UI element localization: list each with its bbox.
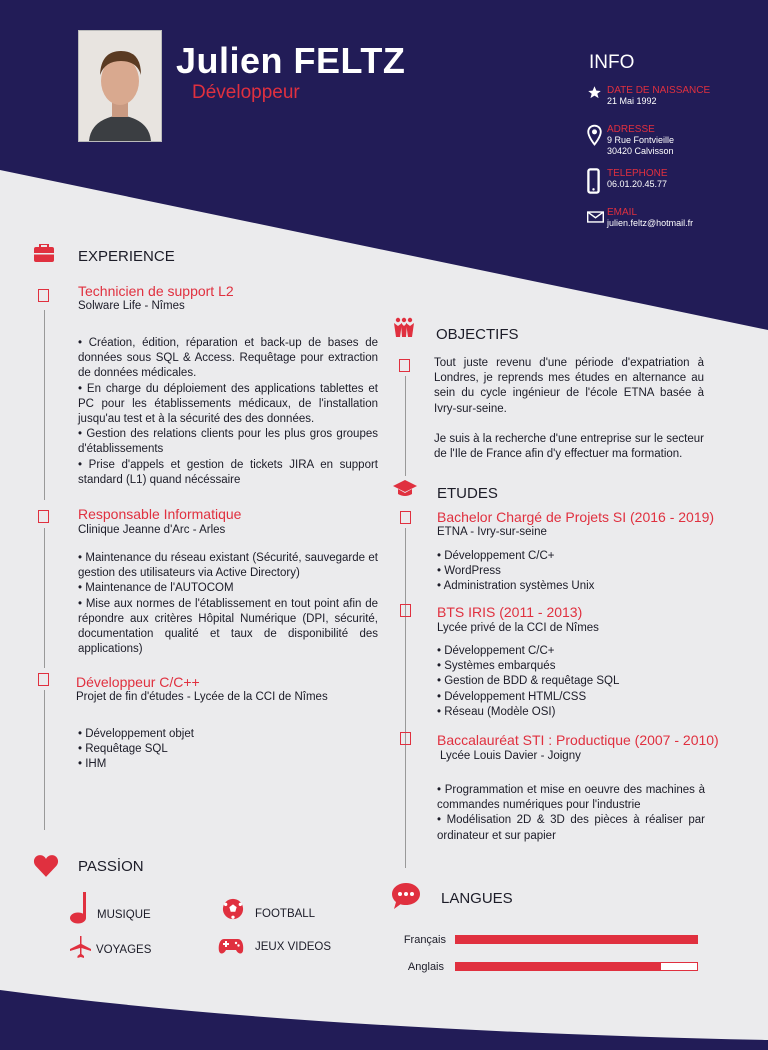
list-item: • Développement C/C+ — [437, 644, 717, 659]
list-item: • Modélisation 2D & 3D des pièces à réaliser par ordinateur et sur papier — [437, 813, 705, 843]
job2-company: Clinique Jeanne d'Arc - Arles — [78, 524, 226, 536]
language-level-bar — [455, 962, 698, 971]
full-name: Julien FELTZ — [176, 40, 406, 81]
hobby-travel: VOYAGES — [96, 944, 152, 956]
gamepad-icon — [218, 936, 244, 956]
timeline-line — [44, 310, 45, 500]
study3-school: Lycée Louis Davier - Joigny — [440, 750, 581, 762]
airplane-icon — [68, 935, 92, 959]
list-item: • Mise aux normes de l'établissement en tout point afin de répondre aux critères Hôpital Numérique (DPI, sécurité, documentation qualité et taux de disponibilité des applications) — [78, 597, 378, 658]
study1-list — [437, 549, 717, 595]
list-item: • En charge du déploiement des applications tablettes et PC pour les établissements médicaux, de l'installation jusqu'au test et à la sécurité des des données. — [78, 382, 378, 428]
list-item: • IHM — [78, 757, 328, 772]
studies-heading: ETUDES — [437, 485, 498, 502]
address-label: ADRESSE — [607, 124, 655, 135]
study1-school: ETNA - Ivry-sur-seine — [437, 526, 547, 538]
birth-label: DATE DE NAISSANCE — [607, 85, 711, 96]
timeline-line — [405, 376, 406, 476]
job3-company: Projet de fin d'études - Lycée de la CCI de Nîmes — [76, 691, 328, 703]
study2-school: Lycée privé de la CCI de Nîmes — [437, 622, 599, 634]
language-level-bar — [455, 935, 698, 944]
football-icon — [222, 898, 244, 920]
email-value: julien.feltz@hotmail.fr — [607, 218, 694, 228]
info-phone — [587, 168, 757, 190]
timeline-marker — [38, 510, 49, 523]
hobby-games: JEUX VIDEOS — [255, 941, 332, 953]
info-birth — [587, 85, 757, 107]
language-name: Français — [403, 934, 446, 946]
language-level-fill — [456, 963, 661, 970]
job3-title: Développeur C/C++ — [76, 674, 200, 690]
profile-photo — [78, 30, 162, 142]
language-name: Anglais — [407, 961, 444, 973]
location-pin-icon — [587, 124, 602, 146]
list-item: • Maintenance de l'AUTOCOM — [78, 581, 378, 596]
email-label: EMAIL — [607, 207, 638, 218]
languages-heading: LANGUES — [441, 890, 513, 907]
list-item: • Systèmes embarqués — [437, 659, 717, 674]
timeline-marker — [38, 289, 49, 302]
phone-value: 06.01.20.45.77 — [607, 179, 668, 189]
address-line1: 9 Rue Fontvieille — [607, 135, 675, 145]
timeline-marker — [400, 732, 411, 745]
birth-value: 21 Mai 1992 — [607, 96, 657, 106]
job3-list — [78, 727, 328, 773]
timeline-marker — [38, 673, 49, 686]
job2-list — [78, 551, 378, 657]
hobby-music: MUSIQUE — [97, 909, 151, 921]
info-email — [587, 207, 757, 229]
list-item: • Développement C/C+ — [437, 549, 717, 564]
list-item: • Développement HTML/CSS — [437, 690, 717, 705]
phone-icon — [587, 168, 600, 194]
list-item: • Administration systèmes Unix — [437, 579, 717, 594]
list-item: • Développement objet — [78, 727, 328, 742]
info-address — [587, 124, 757, 157]
timeline-line — [44, 690, 45, 830]
info-heading: INFO — [589, 52, 635, 73]
list-item: • Création, édition, réparation et back-up de bases de données sous SQL & Access. Requêtage pour extraction de données médicales. — [78, 336, 378, 382]
list-item: • Maintenance du réseau existant (Sécurité, sauvegarde et gestion des utilisateurs via Active Directory) — [78, 551, 378, 581]
passion-heading: PASSİON — [78, 858, 144, 875]
heart-icon — [33, 853, 59, 879]
job1-company: Solware Life - Nîmes — [78, 300, 185, 312]
study2-list — [437, 644, 717, 720]
job2-title: Responsable Informatique — [78, 506, 242, 522]
list-item: • Requêtage SQL — [78, 742, 328, 757]
music-note-icon — [68, 892, 90, 924]
graduation-cap-icon — [393, 478, 417, 498]
objectives-heading: OBJECTIFS — [436, 326, 519, 343]
list-item: • Prise d'appels et gestion de tickets JIRA en support standard (L1) quand nécéssaire — [78, 458, 378, 488]
list-item: • Gestion des relations clients pour les plus gros groupes d'établissements — [78, 427, 378, 457]
study2-title: BTS IRIS (2011 - 2013) — [437, 604, 583, 620]
hobby-football: FOOTBALL — [255, 908, 316, 920]
list-item: • Gestion de BDD & requêtage SQL — [437, 674, 717, 689]
list-item: • Programmation et mise en oeuvre des machines à commandes numériques pour l'industrie — [437, 783, 705, 813]
speech-bubble-icon — [391, 882, 421, 910]
study1-title: Bachelor Chargé de Projets SI (2016 - 2019) — [437, 509, 715, 525]
timeline-marker — [400, 604, 411, 617]
language-level-fill — [456, 936, 697, 943]
people-icon — [393, 317, 415, 337]
list-item: • Réseau (Modèle OSI) — [437, 705, 717, 720]
job1-list — [78, 336, 378, 488]
briefcase-icon — [34, 244, 54, 262]
list-item: • WordPress — [437, 564, 717, 579]
phone-label: TELEPHONE — [607, 168, 668, 179]
timeline-line — [44, 528, 45, 668]
star-icon — [587, 85, 602, 100]
job1-title: Technicien de support L2 — [78, 283, 234, 299]
objectives-paragraph-1: Tout juste revenu d'une période d'expatriation à Londres, je reprends mes études en alternance au sein du cycle ingénieur de l'école ETNA basée à Ivry-sur-seine. — [434, 357, 704, 415]
study3-list — [437, 783, 705, 844]
timeline-marker — [399, 359, 410, 372]
footer-background — [0, 960, 768, 1050]
address-line2: 30420 Calvisson — [607, 146, 674, 156]
objectives-paragraph-2: Je suis à la recherche d'une entreprise sur le secteur de l'Ile de France afin d'y effectuer ma formation. — [434, 433, 704, 461]
timeline-marker — [400, 511, 411, 524]
envelope-icon — [587, 211, 604, 223]
study3-title: Baccalauréat STI : Productique (2007 - 2010) — [437, 732, 719, 748]
timeline-line — [405, 528, 406, 868]
experience-heading: EXPERIENCE — [78, 248, 175, 265]
job-title: Développeur — [192, 82, 300, 103]
